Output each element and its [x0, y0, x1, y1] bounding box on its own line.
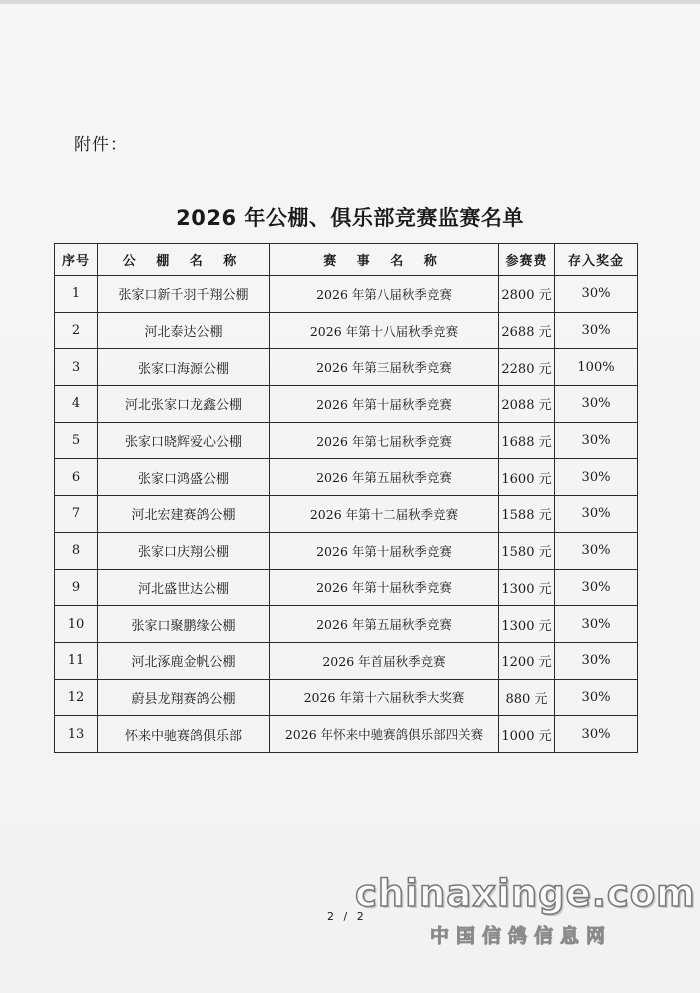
cell-index: 4	[55, 386, 98, 423]
cell-index: 2	[55, 312, 98, 349]
cell-entry-fee: 1000 元	[499, 716, 555, 753]
cell-prize-deposit: 30%	[555, 312, 638, 349]
cell-entry-fee: 1600 元	[499, 459, 555, 496]
cell-loft-name: 张家口海源公棚	[98, 349, 270, 386]
cell-entry-fee: 2800 元	[499, 276, 555, 313]
cell-loft-name: 张家口晓辉爱心公棚	[98, 422, 270, 459]
table-row	[55, 459, 638, 496]
cell-index: 7	[55, 496, 98, 533]
cell-entry-fee: 1688 元	[499, 422, 555, 459]
header-entry-fee: 参赛费	[499, 244, 555, 276]
cell-entry-fee: 1300 元	[499, 606, 555, 643]
table-row	[55, 386, 638, 423]
supervision-roster-table	[54, 243, 638, 753]
cell-index: 5	[55, 422, 98, 459]
cell-index: 9	[55, 569, 98, 606]
cell-race-name: 2026 年第十届秋季竞赛	[270, 569, 499, 606]
cell-prize-deposit: 100%	[555, 349, 638, 386]
cell-loft-name: 河北宏建赛鸽公棚	[98, 496, 270, 533]
cell-index: 11	[55, 642, 98, 679]
cell-prize-deposit: 30%	[555, 386, 638, 423]
table-row	[55, 642, 638, 679]
cell-race-name: 2026 年第十二届秋季竞赛	[270, 496, 499, 533]
table-row	[55, 312, 638, 349]
cell-prize-deposit: 30%	[555, 716, 638, 753]
cell-index: 6	[55, 459, 98, 496]
cell-entry-fee: 2280 元	[499, 349, 555, 386]
table-row	[55, 422, 638, 459]
cell-prize-deposit: 30%	[555, 422, 638, 459]
cell-race-name: 2026 年首届秋季竞赛	[270, 642, 499, 679]
cell-index: 13	[55, 716, 98, 753]
cell-index: 12	[55, 679, 98, 716]
cell-entry-fee: 1588 元	[499, 496, 555, 533]
cell-prize-deposit: 30%	[555, 679, 638, 716]
cell-entry-fee: 1300 元	[499, 569, 555, 606]
header-race-name: 赛 事 名 称	[270, 244, 499, 276]
document-title: 2026 年公棚、俱乐部竞赛监赛名单	[176, 206, 524, 230]
cell-index: 8	[55, 532, 98, 569]
cell-race-name: 2026 年第八届秋季竞赛	[270, 276, 499, 313]
cell-loft-name: 张家口庆翔公棚	[98, 532, 270, 569]
table-row	[55, 569, 638, 606]
cell-index: 3	[55, 349, 98, 386]
cell-loft-name: 张家口聚鹏缘公棚	[98, 606, 270, 643]
table-row	[55, 679, 638, 716]
header-prize-deposit: 存入奖金	[555, 244, 638, 276]
cell-loft-name: 河北泰达公棚	[98, 312, 270, 349]
table-row	[55, 496, 638, 533]
cell-loft-name: 怀来中驰赛鸽俱乐部	[98, 716, 270, 753]
table-row	[55, 716, 638, 753]
cell-loft-name: 蔚县龙翔赛鸽公棚	[98, 679, 270, 716]
cell-prize-deposit: 30%	[555, 569, 638, 606]
cell-entry-fee: 1580 元	[499, 532, 555, 569]
cell-prize-deposit: 30%	[555, 606, 638, 643]
cell-index: 1	[55, 276, 98, 313]
cell-index: 10	[55, 606, 98, 643]
table-row	[55, 606, 638, 643]
cell-prize-deposit: 30%	[555, 496, 638, 533]
cell-loft-name: 张家口新千羽千翔公棚	[98, 276, 270, 313]
cell-prize-deposit: 30%	[555, 459, 638, 496]
page-number: 2 / 2	[327, 910, 367, 923]
cell-prize-deposit: 30%	[555, 532, 638, 569]
cell-race-name: 2026 年第十届秋季竞赛	[270, 532, 499, 569]
cell-loft-name: 河北盛世达公棚	[98, 569, 270, 606]
cell-race-name: 2026 年第十六届秋季大奖赛	[270, 679, 499, 716]
cell-loft-name: 张家口鸿盛公棚	[98, 459, 270, 496]
cell-prize-deposit: 30%	[555, 276, 638, 313]
table-header-row	[55, 244, 638, 276]
cell-entry-fee: 880 元	[499, 679, 555, 716]
cell-race-name: 2026 年第十届秋季竞赛	[270, 386, 499, 423]
header-loft-name: 公 棚 名 称	[98, 244, 270, 276]
watermark-domain: chinaxinge.com	[355, 872, 696, 915]
cell-entry-fee: 1200 元	[499, 642, 555, 679]
cell-race-name: 2026 年第五届秋季竞赛	[270, 459, 499, 496]
cell-prize-deposit: 30%	[555, 642, 638, 679]
cell-entry-fee: 2688 元	[499, 312, 555, 349]
cell-entry-fee: 2088 元	[499, 386, 555, 423]
table-row	[55, 532, 638, 569]
cell-loft-name: 河北张家口龙鑫公棚	[98, 386, 270, 423]
cell-race-name: 2026 年怀来中驰赛鸽俱乐部四关赛	[270, 716, 499, 753]
cell-race-name: 2026 年第三届秋季竞赛	[270, 349, 499, 386]
table-row	[55, 349, 638, 386]
watermark-site-name: 中国信鸽信息网	[430, 925, 613, 947]
header-index: 序号	[55, 244, 98, 276]
cell-race-name: 2026 年第七届秋季竞赛	[270, 422, 499, 459]
cell-race-name: 2026 年第十八届秋季竞赛	[270, 312, 499, 349]
cell-loft-name: 河北涿鹿金帆公棚	[98, 642, 270, 679]
table-row	[55, 276, 638, 313]
attachment-label: 附件：	[74, 135, 128, 155]
cell-race-name: 2026 年第五届秋季竞赛	[270, 606, 499, 643]
